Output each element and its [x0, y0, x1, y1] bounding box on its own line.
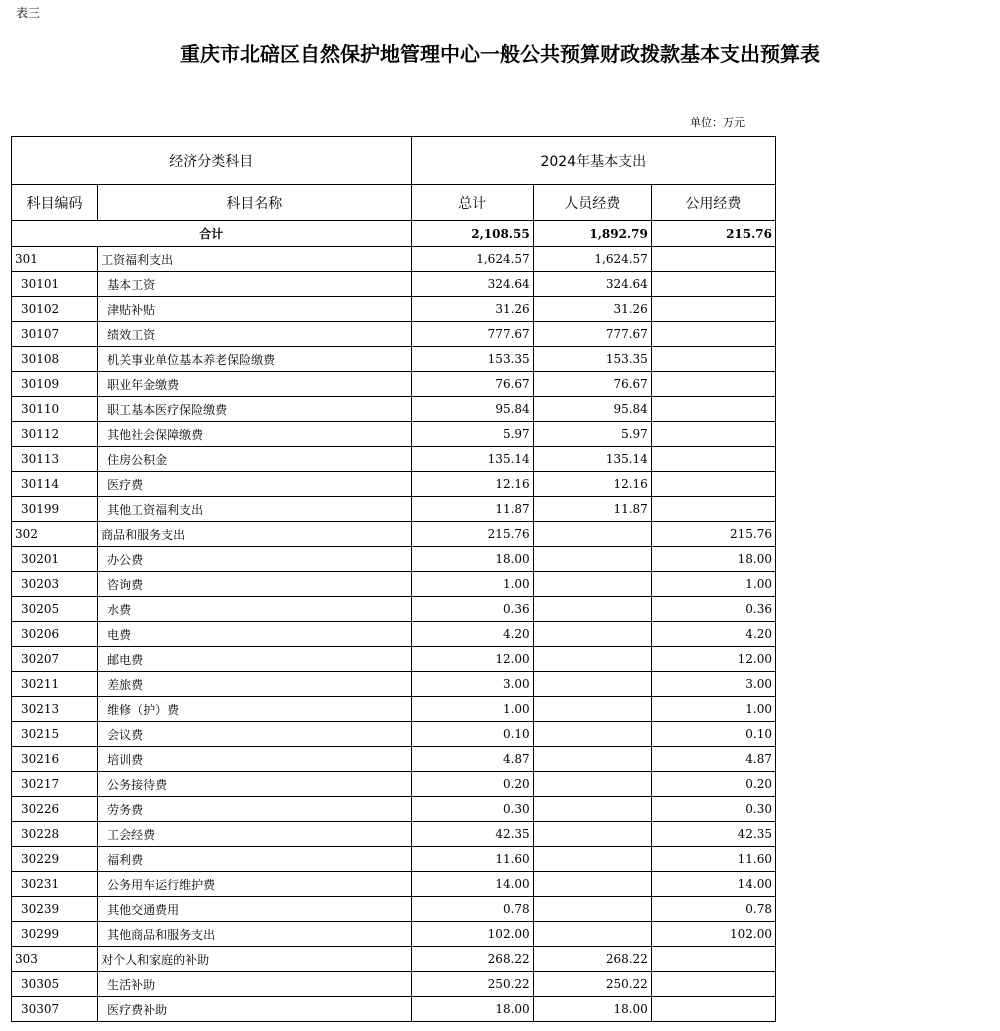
table-row: [12, 372, 776, 397]
row-public: [651, 422, 775, 447]
row-total: 102.00: [411, 922, 533, 947]
row-code: 30206: [12, 622, 98, 647]
budget-table: [11, 136, 776, 1022]
unit-label: 单位：万元: [690, 116, 745, 129]
row-name: 邮电费: [98, 647, 411, 672]
row-public: 14.00: [651, 872, 775, 897]
total-amount: 2,108.55: [411, 221, 533, 247]
row-personnel: [533, 572, 651, 597]
table-row: [12, 447, 776, 472]
total-row: [12, 221, 776, 247]
row-personnel: [533, 797, 651, 822]
row-total: 14.00: [411, 872, 533, 897]
row-total: 4.87: [411, 747, 533, 772]
row-personnel: [533, 722, 651, 747]
row-personnel: 5.97: [533, 422, 651, 447]
row-total: 12.16: [411, 472, 533, 497]
header-code: 科目编码: [12, 185, 98, 221]
row-public: [651, 472, 775, 497]
row-code: 30217: [12, 772, 98, 797]
row-personnel: [533, 847, 651, 872]
page-title: 重庆市北碚区自然保护地管理中心一般公共预算财政拨款基本支出预算表: [180, 42, 820, 66]
row-name: 职业年金缴费: [98, 372, 411, 397]
row-code: 302: [12, 522, 98, 547]
row-personnel: 324.64: [533, 272, 651, 297]
row-total: 76.67: [411, 372, 533, 397]
row-public: [651, 347, 775, 372]
row-personnel: [533, 772, 651, 797]
row-total: 1.00: [411, 697, 533, 722]
row-public: [651, 972, 775, 997]
row-public: [651, 997, 775, 1022]
row-code: 30102: [12, 297, 98, 322]
row-public: 42.35: [651, 822, 775, 847]
row-name: 工会经费: [98, 822, 411, 847]
table-row: [12, 397, 776, 422]
row-public: 12.00: [651, 647, 775, 672]
row-public: 102.00: [651, 922, 775, 947]
table-row: [12, 322, 776, 347]
row-code: 30199: [12, 497, 98, 522]
row-code: 30229: [12, 847, 98, 872]
row-public: [651, 247, 775, 272]
table-row: [12, 722, 776, 747]
row-personnel: 11.87: [533, 497, 651, 522]
row-personnel: [533, 897, 651, 922]
row-personnel: [533, 872, 651, 897]
row-name: 福利费: [98, 847, 411, 872]
header-personnel: 人员经费: [533, 185, 651, 221]
table-row: [12, 472, 776, 497]
table-row: [12, 647, 776, 672]
header-year-basic: 2024年基本支出: [411, 137, 775, 185]
header-public: 公用经费: [651, 185, 775, 221]
row-public: 11.60: [651, 847, 775, 872]
row-code: 30205: [12, 597, 98, 622]
row-public: [651, 372, 775, 397]
row-public: [651, 447, 775, 472]
row-personnel: 31.26: [533, 297, 651, 322]
table-row: [12, 247, 776, 272]
row-personnel: [533, 522, 651, 547]
row-total: 1.00: [411, 572, 533, 597]
row-personnel: 18.00: [533, 997, 651, 1022]
row-personnel: 76.67: [533, 372, 651, 397]
row-public: 215.76: [651, 522, 775, 547]
row-code: 30108: [12, 347, 98, 372]
row-total: 0.10: [411, 722, 533, 747]
row-code: 30305: [12, 972, 98, 997]
row-code: 30113: [12, 447, 98, 472]
table-row: [12, 497, 776, 522]
row-public: 4.87: [651, 747, 775, 772]
row-public: 18.00: [651, 547, 775, 572]
row-personnel: [533, 622, 651, 647]
total-public: 215.76: [651, 221, 775, 247]
row-total: 3.00: [411, 672, 533, 697]
row-code: 30226: [12, 797, 98, 822]
table-number-label: 表三: [16, 6, 41, 20]
row-personnel: 135.14: [533, 447, 651, 472]
row-public: [651, 397, 775, 422]
row-public: 1.00: [651, 572, 775, 597]
row-total: 42.35: [411, 822, 533, 847]
table-row: [12, 697, 776, 722]
row-total: 153.35: [411, 347, 533, 372]
row-total: 324.64: [411, 272, 533, 297]
table-row: [12, 897, 776, 922]
row-total: 0.36: [411, 597, 533, 622]
row-code: 30101: [12, 272, 98, 297]
row-total: 135.14: [411, 447, 533, 472]
total-personnel: 1,892.79: [533, 221, 651, 247]
row-name: 其他商品和服务支出: [98, 922, 411, 947]
row-personnel: [533, 597, 651, 622]
row-code: 30109: [12, 372, 98, 397]
row-total: 0.30: [411, 797, 533, 822]
table-row: [12, 672, 776, 697]
header-row-1: [12, 137, 776, 185]
row-name: 培训费: [98, 747, 411, 772]
header-econ-category: 经济分类科目: [12, 137, 412, 185]
row-name: 职工基本医疗保险缴费: [98, 397, 411, 422]
table-row: [12, 297, 776, 322]
table-row: [12, 997, 776, 1022]
row-personnel: [533, 697, 651, 722]
row-code: 30203: [12, 572, 98, 597]
row-name: 水费: [98, 597, 411, 622]
row-code: 303: [12, 947, 98, 972]
table-row: [12, 922, 776, 947]
row-personnel: [533, 922, 651, 947]
row-code: 301: [12, 247, 98, 272]
row-public: [651, 272, 775, 297]
row-personnel: 153.35: [533, 347, 651, 372]
row-code: 30112: [12, 422, 98, 447]
total-label: 合计: [12, 221, 412, 247]
row-name: 公务接待费: [98, 772, 411, 797]
row-total: 268.22: [411, 947, 533, 972]
row-code: 30207: [12, 647, 98, 672]
row-code: 30215: [12, 722, 98, 747]
row-code: 30211: [12, 672, 98, 697]
row-public: [651, 322, 775, 347]
table-row: [12, 797, 776, 822]
row-name: 医疗费: [98, 472, 411, 497]
row-personnel: [533, 822, 651, 847]
header-name: 科目名称: [98, 185, 411, 221]
table-row: [12, 347, 776, 372]
row-name: 机关事业单位基本养老保险缴费: [98, 347, 411, 372]
table-row: [12, 772, 776, 797]
header-row-2: [12, 185, 776, 221]
table-row: [12, 972, 776, 997]
row-name: 津贴补贴: [98, 297, 411, 322]
row-name: 维修（护）费: [98, 697, 411, 722]
row-total: 12.00: [411, 647, 533, 672]
row-total: 4.20: [411, 622, 533, 647]
row-public: 0.30: [651, 797, 775, 822]
row-personnel: 1,624.57: [533, 247, 651, 272]
row-personnel: [533, 672, 651, 697]
table-row: [12, 947, 776, 972]
row-personnel: [533, 647, 651, 672]
row-personnel: 250.22: [533, 972, 651, 997]
table-row: [12, 572, 776, 597]
row-name: 办公费: [98, 547, 411, 572]
row-total: 0.78: [411, 897, 533, 922]
row-personnel: 12.16: [533, 472, 651, 497]
row-public: [651, 297, 775, 322]
row-public: 0.36: [651, 597, 775, 622]
row-name: 差旅费: [98, 672, 411, 697]
row-name: 对个人和家庭的补助: [98, 947, 411, 972]
row-code: 30228: [12, 822, 98, 847]
row-code: 30307: [12, 997, 98, 1022]
row-total: 5.97: [411, 422, 533, 447]
table-row: [12, 597, 776, 622]
row-personnel: [533, 747, 651, 772]
row-total: 11.60: [411, 847, 533, 872]
row-public: 1.00: [651, 697, 775, 722]
table-row: [12, 847, 776, 872]
table-row: [12, 747, 776, 772]
row-name: 会议费: [98, 722, 411, 747]
row-code: 30107: [12, 322, 98, 347]
row-public: 4.20: [651, 622, 775, 647]
row-name: 其他社会保障缴费: [98, 422, 411, 447]
row-name: 住房公积金: [98, 447, 411, 472]
row-code: 30299: [12, 922, 98, 947]
row-public: 0.20: [651, 772, 775, 797]
row-code: 30231: [12, 872, 98, 897]
row-public: [651, 947, 775, 972]
row-total: 250.22: [411, 972, 533, 997]
row-total: 1,624.57: [411, 247, 533, 272]
row-total: 777.67: [411, 322, 533, 347]
row-personnel: 777.67: [533, 322, 651, 347]
row-name: 咨询费: [98, 572, 411, 597]
row-name: 劳务费: [98, 797, 411, 822]
row-name: 绩效工资: [98, 322, 411, 347]
row-name: 其他工资福利支出: [98, 497, 411, 522]
row-name: 工资福利支出: [98, 247, 411, 272]
row-total: 0.20: [411, 772, 533, 797]
row-total: 95.84: [411, 397, 533, 422]
row-code: 30114: [12, 472, 98, 497]
row-name: 商品和服务支出: [98, 522, 411, 547]
header-total: 总计: [411, 185, 533, 221]
table-row: [12, 547, 776, 572]
row-code: 30201: [12, 547, 98, 572]
row-total: 215.76: [411, 522, 533, 547]
row-name: 公务用车运行维护费: [98, 872, 411, 897]
row-name: 其他交通费用: [98, 897, 411, 922]
row-code: 30213: [12, 697, 98, 722]
row-total: 18.00: [411, 997, 533, 1022]
row-code: 30110: [12, 397, 98, 422]
row-personnel: [533, 547, 651, 572]
row-public: [651, 497, 775, 522]
row-total: 11.87: [411, 497, 533, 522]
table-row: [12, 822, 776, 847]
row-personnel: 268.22: [533, 947, 651, 972]
row-name: 电费: [98, 622, 411, 647]
table-row: [12, 422, 776, 447]
row-public: 0.78: [651, 897, 775, 922]
row-name: 生活补助: [98, 972, 411, 997]
row-personnel: 95.84: [533, 397, 651, 422]
row-name: 基本工资: [98, 272, 411, 297]
row-total: 31.26: [411, 297, 533, 322]
table-row: [12, 522, 776, 547]
row-code: 30216: [12, 747, 98, 772]
row-public: 0.10: [651, 722, 775, 747]
table-row: [12, 872, 776, 897]
row-name: 医疗费补助: [98, 997, 411, 1022]
table-row: [12, 622, 776, 647]
row-code: 30239: [12, 897, 98, 922]
table-row: [12, 272, 776, 297]
row-public: 3.00: [651, 672, 775, 697]
row-total: 18.00: [411, 547, 533, 572]
